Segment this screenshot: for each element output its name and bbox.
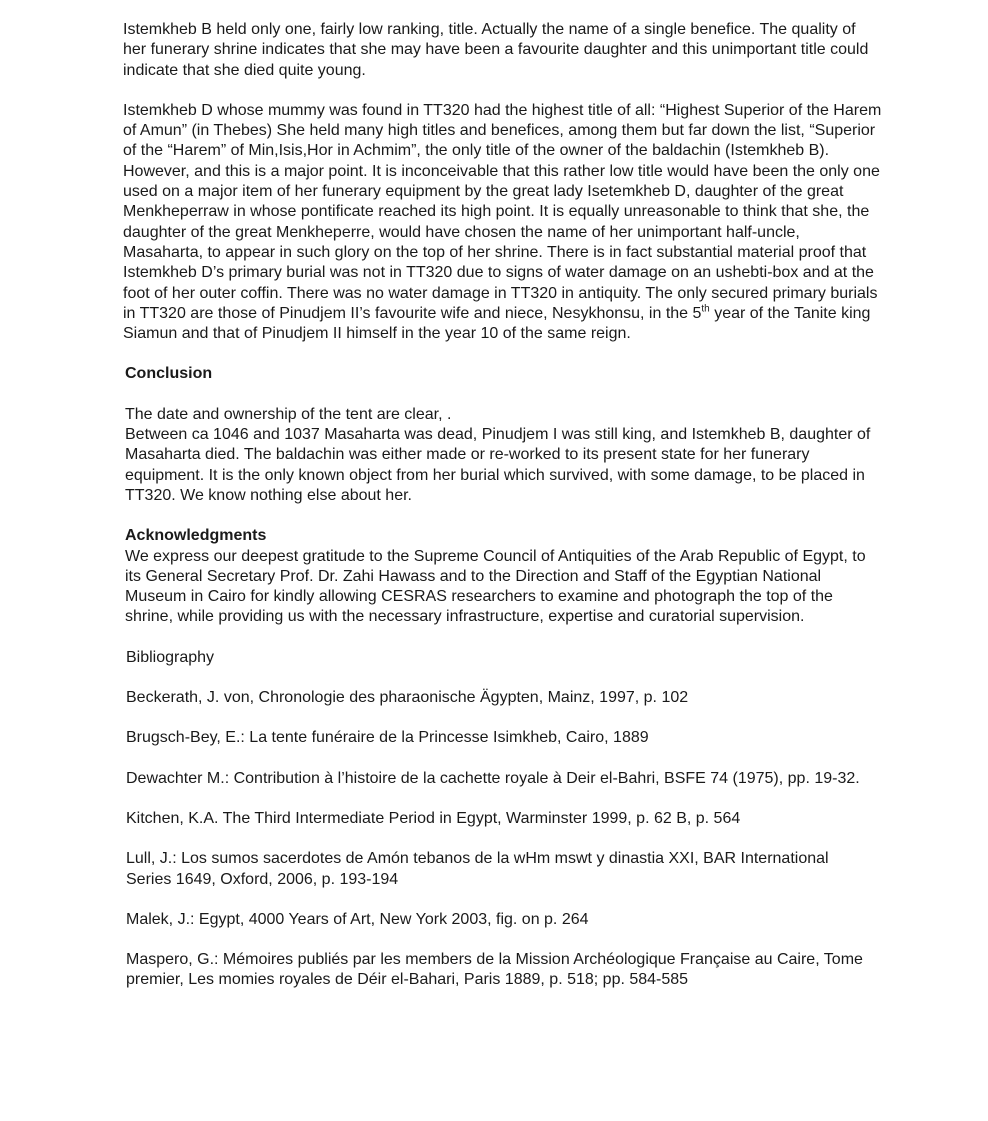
bibliography-entry: Lull, J.: Los sumos sacerdotes de Amón tebanos de la wHm mswt y dinastia XXI, BAR International Series 1649, Oxford, 2006, p. 193-194 <box>126 850 829 888</box>
document-page <box>123 20 883 1011</box>
conclusion-line-1: The date and ownership of the tent are clear, . <box>125 405 452 423</box>
bibliography-heading: Bibliography <box>126 648 215 666</box>
acknowledgments-body: We express our deepest gratitude to the Supreme Council of Antiquities of the Arab Republic of Egypt, to its General Secretary Prof. Dr. Zahi Hawass and to the Direction and Staff of the Egyptian National Museum in Cairo for kindly allowing CESRAS researchers to examine and photograph the top of the shrine, while providing us with the necessary infrastructure, expertise and curatorial supervision. <box>125 547 866 626</box>
bibliography-entry: Beckerath, J. von, Chronologie des pharaonische Ägypten, Mainz, 1997, p. 102 <box>126 689 689 707</box>
ordinal-superscript: th <box>701 303 710 315</box>
paragraph-istemkheb-d <box>123 101 883 345</box>
bibliography-list <box>123 688 883 991</box>
conclusion-body: Between ca 1046 and 1037 Masaharta was dead, Pinudjem I was still king, and Istemkheb B, daughter of Masaharta died. The baldachin was either made or re-worked to its present state for her funerary equipment. It is the only known object from her burial which survived, with some damage, to be placed in TT320. We know nothing else about her. <box>125 426 871 504</box>
bibliography-entry: Kitchen, K.A. The Third Intermediate Period in Egypt, Warminster 1999, p. 62 B, p. 564 <box>126 809 741 827</box>
bibliography-entry: Brugsch-Bey, E.: La tente funéraire de la Princesse Isimkheb, Cairo, 1889 <box>126 729 649 747</box>
bibliography-section <box>123 648 883 991</box>
acknowledgments-heading: Acknowledgments <box>125 527 267 545</box>
bibliography-entry: Maspero, G.: Mémoires publiés par les members de la Mission Archéologique Française au Caire, Tome premier, Les momies royales de Déir el-Bahari, Paris 1889, p. 518; pp. 584-585 <box>126 951 863 989</box>
bibliography-entry: Malek, J.: Egypt, 4000 Years of Art, New York 2003, fig. on p. 264 <box>126 910 589 928</box>
bibliography-entry: Dewachter M.: Contribution à l’histoire de la cachette royale à Deir el-Bahri, BSFE 74 (1975), pp. 19-32. <box>126 769 860 787</box>
conclusion-section <box>123 364 883 506</box>
paragraph-istemkheb-b: Istemkheb B held only one, fairly low ranking, title. Actually the name of a single benefice. The quality of her funerary shrine indicates that she may have been a favourite daughter and this unimportant title could indicate that she died quite young. <box>123 21 869 79</box>
acknowledgments-section <box>123 526 883 627</box>
paragraph-istemkheb-d-part2: year of the Tanite king Siamun and that of Pinudjem II himself in the year 10 of the same reign. <box>123 304 871 343</box>
conclusion-heading: Conclusion <box>125 365 213 383</box>
paragraph-istemkheb-d-part1: Istemkheb D whose mummy was found in TT320 had the highest title of all: “Highest Superior of the Harem of Amun” (in Thebes) She held many high titles and benefices, among them but far down the list, “Superior of the “Harem” of Min,Isis,Hor in Achmim”, the only title of the owner of the baldachin (Istemkheb B). However, and this is a major point. It is inconceivable that this rather low title would have been the only one used on a major item of her funerary equipment by the great lady Isetemkheb D, daughter of the great Menkheperraw in whose pontificate reached its high point. It is equally unreasonable to think that she, the daughter of the great Menkheperre, would have chosen the name of her unimportant half-uncle, Masaharta, to appear in such glory on the top of her shrine. There is in fact substantial material proof that Istemkheb D’s primary burial was not in TT320 due to signs of water damage on an ushebti-box and at the foot of her outer coffin. There was no water damage in TT320 in antiquity. The only secured primary burials in TT320 are those of Pinudjem II’s favourite wife and niece, Nesykhonsu, in the 5 <box>123 101 882 322</box>
